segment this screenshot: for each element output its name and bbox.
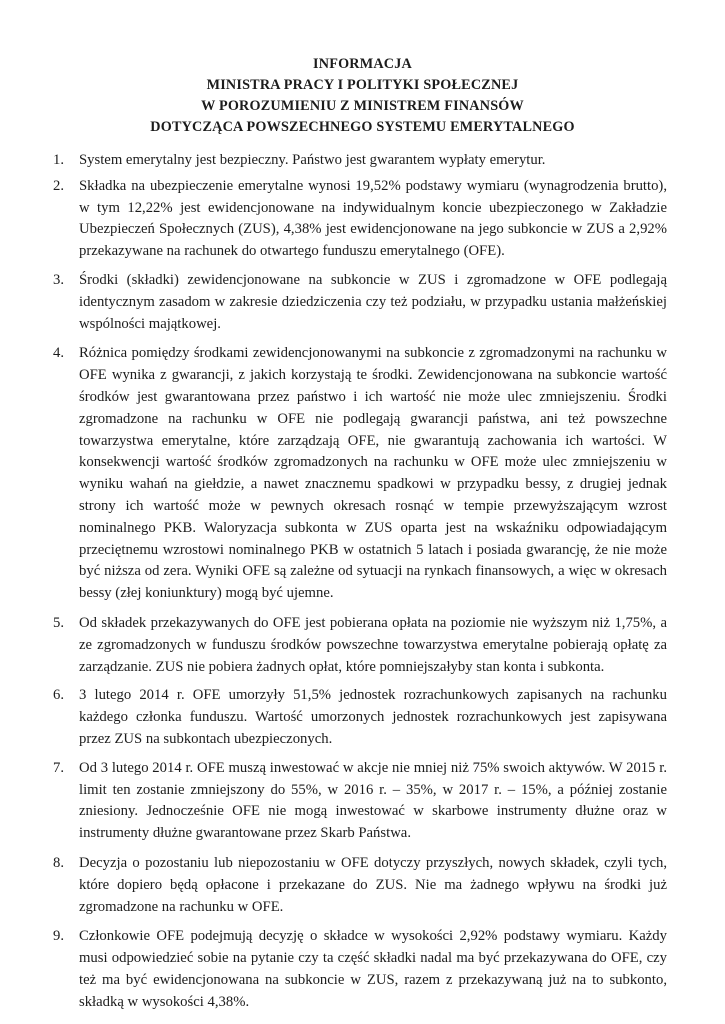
item-text: Decyzja o pozostaniu lub niepozostaniu w OFE dotyczy przyszłych, nowych składek, czyli tych, które dopiero będą opłacone i przekazane do ZUS. Nie ma żadnego wpływu na środki już zgromadzone na rachunku w OFE. [79, 854, 667, 915]
header-line-3: W POROZUMIENIU Z MINISTREM FINANSÓW [201, 98, 524, 114]
item-text: Różnica pomiędzy środkami zewidencjonowanymi na subkoncie z zgromadzonymi na rachunku w OFE wynika z gwarancji, z jakich korzystają te środki. Zewidencjonowana na subkoncie wartość środków jest gwarantowana przez państwo i ich wartość nie może ulec zmniejszeniu. Środki zgromadzone na rachunku w OFE nie podlegają gwarancji państwa, ani też powszechne towarzystwa emerytalne, które zarządzają OFE, nie gwarantują zachowania ich wartości. W konsekwencji wartość środków zgromadzonych na rachunku w OFE może ulec zmniejszeniu w wyniku wahań na giełdzie, a nawet znacznemu spadkowi w przypadku bessy, z drugiej jednak strony ich wartość może w pewnych okresach rosnąć w tempie przewyższającym wzrost nominalnego PKB. Waloryzacja subkonta w ZUS oparta jest na wskaźniku odpowiadającym przeciętnemu wzrostowi nominalnego PKB w ostatnich 5 latach i posiada gwarancję, że nie może być niższa od zera. Wyniki OFE są zależne od sytuacji na rynkach finansowych, a więc w okresach bessy (złej koniunktury) mogą być ujemne. [79, 345, 667, 602]
item-text: System emerytalny jest bezpieczny. Państwo jest gwarantem wypłaty emerytur. [79, 152, 546, 168]
header-line-4: DOTYCZĄCA POWSZECHNEGO SYSTEMU EMERYTALNEGO [150, 119, 575, 135]
item-number: 1. [53, 152, 65, 168]
item-number: 3. [53, 271, 65, 288]
list-item [53, 270, 667, 335]
information-list [53, 150, 667, 1013]
item-number: 2. [53, 177, 65, 194]
item-number: 6. [53, 687, 65, 704]
item-number: 9. [53, 928, 65, 945]
document-header [40, 54, 685, 138]
item-text: Składka na ubezpieczenie emerytalne wynosi 19,52% podstawy wymiaru (wynagrodzenia brutto), w tym 12,22% jest ewidencjonowane na indywidualnym koncie ubezpieczonego w Zakładzie Ubezpieczeń Społecznych (ZUS), 4,38% jest ewidencjonowane na jego subkoncie w ZUS a 2,92% przekazywane na rachunek do otwartego funduszu emerytalnego (OFE). [79, 177, 667, 260]
item-number: 4. [53, 345, 65, 362]
item-number: 7. [53, 759, 65, 776]
item-text: Od składek przekazywanych do OFE jest pobierana opłata na poziomie nie wyższym niż 1,75%, a ze zgromadzonych w funduszu środków powszechne towarzystwa emerytalne pobierają opłatę za zarządzanie. ZUS nie pobiera żadnych opłat, które pomniejszałyby stan konta i subkonta. [79, 614, 667, 675]
list-item [53, 150, 667, 172]
list-item [53, 853, 667, 918]
list-item [53, 758, 667, 845]
item-text: 3 lutego 2014 r. OFE umorzyły 51,5% jednostek rozrachunkowych zapisanych na rachunku każdego członka funduszu. Wartość umorzonych jednostek rozrachunkowych jest zapisywana przez ZUS na subkontach ubezpieczonych. [79, 687, 667, 747]
item-number: 8. [53, 854, 65, 871]
item-text: Środki (składki) zewidencjonowane na subkoncie w ZUS i zgromadzone w OFE podlegają identycznym zasadom w zakresie dziedziczenia czy też podziału, w przypadku ustania małżeńskiej wspólności majątkowej. [79, 271, 667, 332]
list-item [53, 613, 667, 678]
header-line-1: INFORMACJA [313, 56, 412, 72]
list-item [53, 176, 667, 263]
item-text: Członkowie OFE podejmują decyzję o składce w wysokości 2,92% podstawy wymiaru. Każdy musi odpowiedzieć sobie na pytanie czy ta część składki nadal ma być przekazywana do OFE, czy też ma być ewidencjonowana na subkoncie w ZUS, razem z przekazywaną już na to subkonto, składką w wysokości 4,38%. [79, 928, 667, 1010]
header-line-2: MINISTRA PRACY I POLITYKI SPOŁECZNEJ [206, 77, 519, 93]
list-item [53, 926, 667, 1013]
item-number: 5. [53, 614, 65, 631]
list-item [53, 685, 667, 750]
list-item [53, 343, 667, 605]
item-text: Od 3 lutego 2014 r. OFE muszą inwestować w akcje nie mniej niż 75% swoich aktywów. W 2015 r. limit ten zostanie zmniejszony do 55%, w 2016 r. – 35%, w 2017 r. – 15%, a później zostanie zniesiony. Jednocześnie OFE nie mogą inwestować w skarbowe instrumenty dłużne oraz w instrumenty dłużne gwarantowane przez Skarb Państwa. [79, 759, 667, 842]
